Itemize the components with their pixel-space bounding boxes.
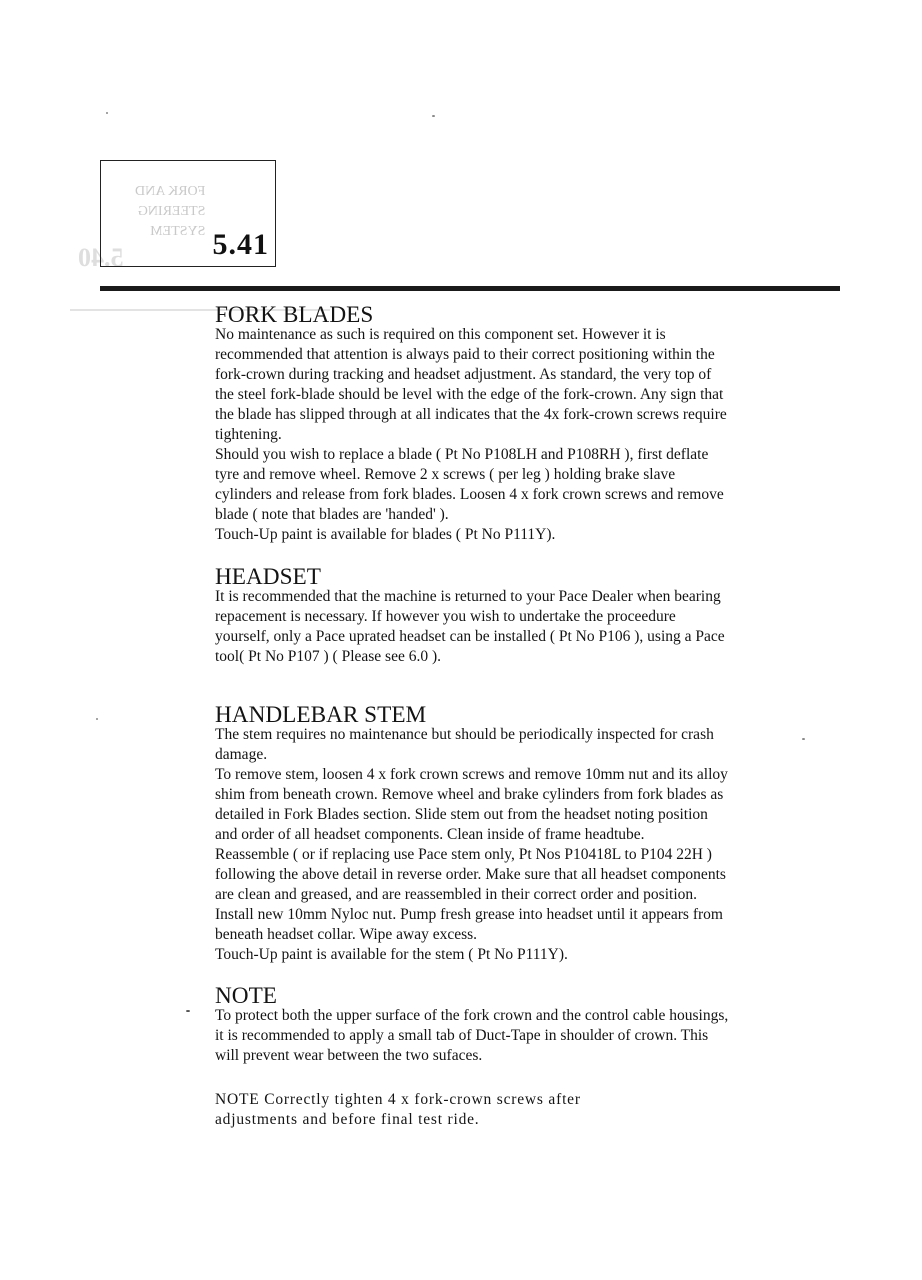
paragraph: No maintenance as such is required on this component set. However it is recommended that attention is always paid to their correct positioning within the fork-crown during tracking and headset adjustment. As standard, the very top of the steel fork-blade should be level with the edge of the fork-crown. Any sign that the blade has slipped through at all indicates that the 4x fork-crown screws require tightening. [215,326,727,443]
bleed-through-line: FORK AND [135,184,206,199]
scan-speck [432,115,435,117]
section-handlebar-stem [215,702,730,965]
document-body [215,302,730,1130]
section-fork-blades [215,302,730,545]
bleed-through-line: STEERING [137,204,206,219]
paragraph: Touch-Up paint is available for blades ( Pt No P111Y). [215,526,556,543]
section-box [100,160,276,267]
header-rule [100,286,840,291]
bleed-through-page-number: 5.40 [78,243,124,272]
paragraph: To remove stem, loosen 4 x fork crown screws and remove 10mm nut and its alloy shim from beneath crown. Remove wheel and brake cylinders from fork blades as detailed in Fork Blades section. Slide stem out from the headset noting position and order of all headset components. Clean inside of frame headtube. [215,766,728,843]
paragraph: Should you wish to replace a blade ( Pt No P108LH and P108RH ), first deflate tyre and remove wheel. Remove 2 x screws ( per leg ) holding brake slave cylinders and release from fork blades. Loosen 4 x fork crown screws and remove blade ( note that blades are 'handed' ). [215,446,724,523]
scan-speck [106,112,108,114]
final-note-text: NOTE Correctly tighten 4 x fork-crown screws after adjustments and before final test ride. [215,1091,581,1128]
paragraph: To protect both the upper surface of the fork crown and the control cable housings, it is recommended to apply a small tab of Duct-Tape in shoulder of crown. This will prevent wear between the two sufaces. [215,1007,729,1064]
heading-handlebar-stem: HANDLEBAR STEM [215,702,427,728]
scan-speck [96,718,98,720]
section-final-note [215,1090,730,1130]
paragraph: Touch-Up paint is available for the stem ( Pt No P111Y). [215,946,568,963]
section-headset [215,564,730,667]
section-number: 5.41 [212,228,269,261]
heading-headset: HEADSET [215,564,321,590]
scan-speck [802,738,805,740]
paragraph: It is recommended that the machine is returned to your Pace Dealer when bearing repacement is necessary. If however you wish to undertake the proceedure yourself, only a Pace uprated headset can be installed ( Pt No P106 ), using a Pace tool( Pt No P107 ) ( Please see 6.0 ). [215,588,725,665]
paragraph: Reassemble ( or if replacing use Pace stem only, Pt Nos P10418L to P104 22H ) following the above detail in reverse order. Make sure that all headset components are clean and greased, and are reassembled in their correct order and position. Install new 10mm Nyloc nut. Pump fresh grease into headset until it appears from beneath headset collar. Wipe away excess. [215,846,726,943]
heading-note: NOTE [215,983,277,1009]
paragraph: The stem requires no maintenance but should be periodically inspected for crash damage. [215,726,714,763]
bleed-through-line: SYSTEM [150,224,206,239]
heading-fork-blades: FORK BLADES [215,302,374,328]
section-note [215,983,730,1066]
scan-speck [186,1010,190,1012]
